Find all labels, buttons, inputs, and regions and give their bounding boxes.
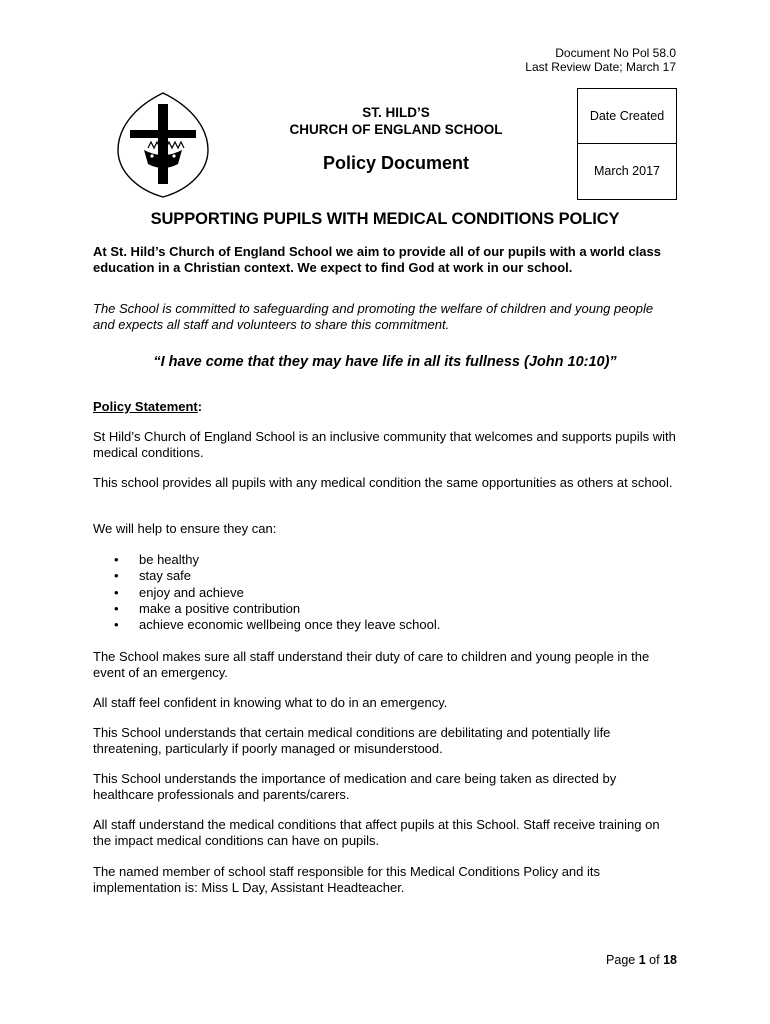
- list-item-text: make a positive contribution: [139, 600, 301, 616]
- list-item: [93, 601, 440, 617]
- list-item-text: enjoy and achieve: [139, 584, 244, 600]
- of-label: of: [649, 953, 660, 967]
- list-item: [93, 552, 440, 568]
- paragraph: We will help to ensure they can:: [93, 521, 277, 536]
- list-item-text: stay safe: [139, 568, 192, 584]
- paragraph: The School makes sure all staff understand their duty of care to children and young people in the event of an emergency.: [93, 649, 650, 681]
- list-item: [93, 568, 440, 584]
- policy-document-label: Policy Document: [322, 153, 470, 173]
- paragraph: This school provides all pupils with any medical condition the same opportunities as others at school.: [93, 475, 673, 490]
- policy-title: SUPPORTING PUPILS WITH MEDICAL CONDITIONS POLICY: [150, 210, 620, 228]
- school-crest-cross-icon: [114, 90, 212, 200]
- intro-statement: At St. Hild’s Church of England School we aim to provide all of our pupils with a world class education in a Christian context. We expect to find God at work in our school.: [93, 244, 661, 276]
- list-item: [93, 585, 440, 601]
- paragraph: All staff feel confident in knowing what to do in an emergency.: [93, 695, 448, 710]
- bullet-icon: •: [114, 568, 119, 584]
- section-heading-text: Policy Statement: [93, 399, 198, 414]
- outcomes-list: [93, 552, 440, 633]
- paragraph: The named member of school staff responsible for this Medical Conditions Policy and its implementation is: Miss L Day, Assistant Headteacher.: [93, 864, 601, 896]
- bullet-icon: •: [114, 584, 119, 600]
- page-footer: [606, 953, 677, 967]
- list-item-text: be healthy: [139, 552, 199, 567]
- section-heading: [93, 399, 202, 414]
- school-name: [240, 104, 552, 138]
- bullet-icon: •: [114, 552, 119, 567]
- date-created-label: Date Created: [578, 89, 676, 144]
- paragraph: This School understands the importance of medication and care being taken as directed by healthcare professionals and parents/carers.: [93, 771, 617, 803]
- list-item: [93, 617, 440, 633]
- paragraph: This School understands that certain medical conditions are debilitating and potentially life threatening, particularly if poorly managed or misunderstood.: [93, 725, 611, 757]
- bible-quote: “I have come that they may have life in all its fullness (John 10:10)”: [153, 354, 617, 370]
- paragraph: St Hild’s Church of England School is an inclusive community that welcomes and supports pupils with medical conditions.: [93, 429, 676, 461]
- section-heading-colon: :: [197, 399, 203, 414]
- bullet-icon: •: [114, 600, 119, 616]
- page-number: 1: [638, 953, 646, 967]
- bullet-icon: •: [114, 617, 119, 633]
- page-total: 18: [663, 953, 677, 967]
- school-name-line-1: ST. HILD’S: [362, 105, 430, 120]
- date-created-value: March 2017: [593, 164, 660, 178]
- page-label: Page: [606, 953, 636, 967]
- list-item-text: achieve economic wellbeing once they leave school.: [139, 617, 441, 633]
- date-created-table: [577, 88, 677, 200]
- document-meta: [525, 46, 676, 74]
- last-review-date: Last Review Date; March 17: [525, 60, 676, 74]
- school-name-line-2: CHURCH OF ENGLAND SCHOOL: [289, 122, 503, 137]
- document-number: Document No Pol 58.0: [555, 46, 676, 60]
- safeguarding-statement: The School is committed to safeguarding and promoting the welfare of children and young people and expects all staff and volunteers to share this commitment.: [93, 301, 654, 333]
- paragraph: All staff understand the medical conditions that affect pupils at this School. Staff receive training on the impact medical conditions can have on pupils.: [93, 817, 660, 849]
